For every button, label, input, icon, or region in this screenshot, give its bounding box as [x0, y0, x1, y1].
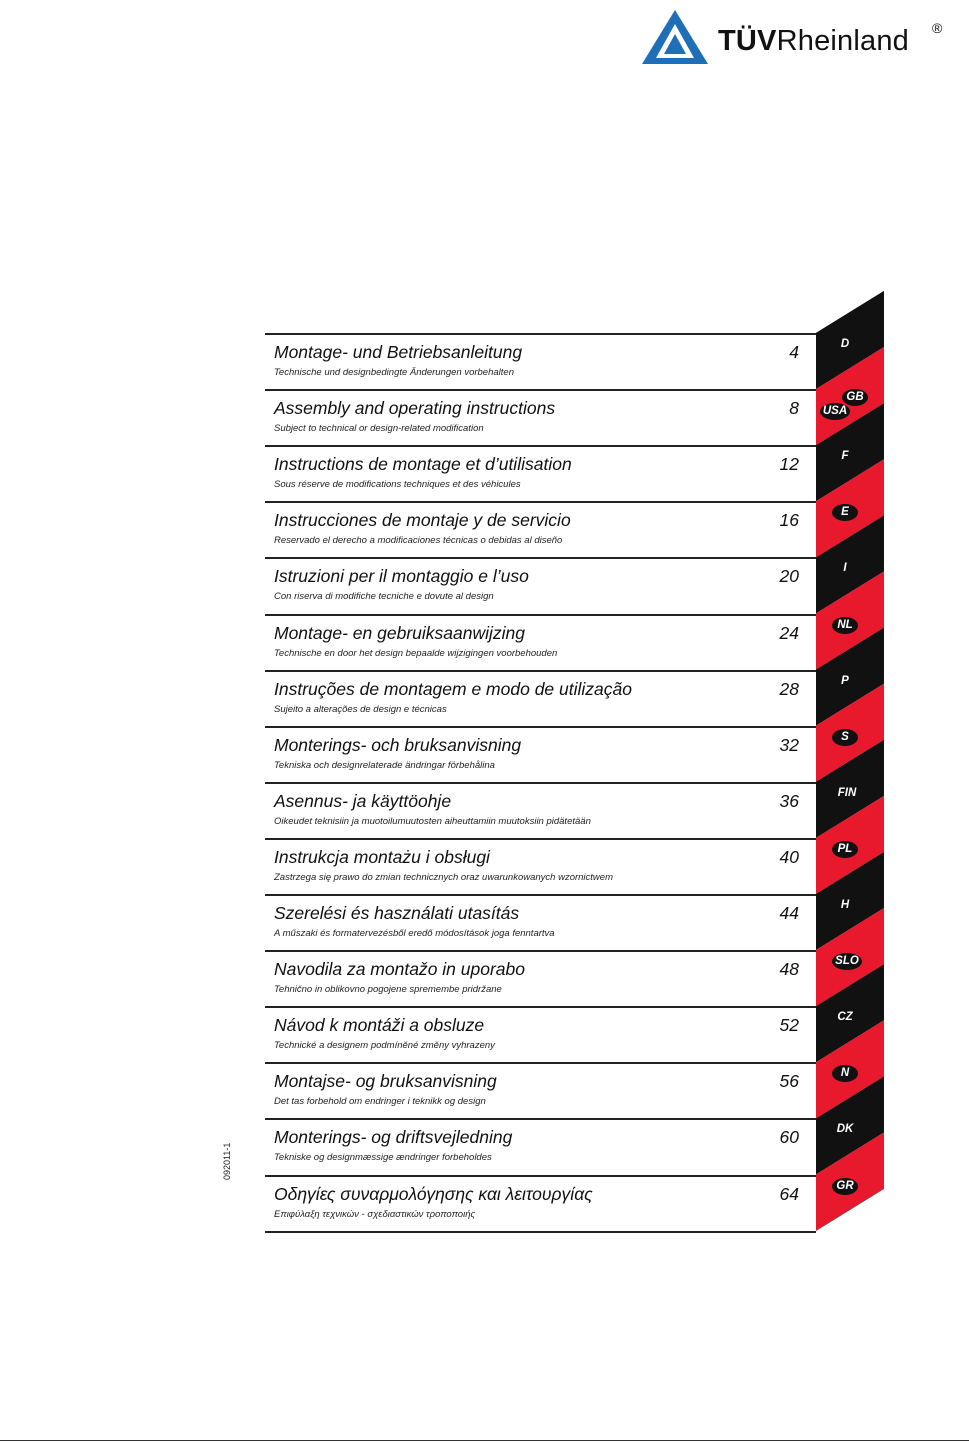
language-badge[interactable]: S: [832, 729, 858, 746]
language-badge[interactable]: CZ: [832, 1009, 858, 1026]
toc-subtitle: Reservado el derecho a modificaciones técnicas o debidas al diseño: [274, 535, 563, 547]
toc-page-number: 20: [779, 566, 799, 587]
toc-row[interactable]: [265, 1006, 816, 1062]
toc-row[interactable]: [265, 782, 816, 838]
toc-subtitle: Con riserva di modifiche tecniche e dovute al design: [274, 591, 494, 603]
toc-title: Instructions de montage et d’utilisation: [274, 454, 572, 475]
toc-subtitle: Tekniske og designmæssige ændringer forbeholdes: [274, 1152, 492, 1164]
language-badge[interactable]: GB: [842, 389, 868, 406]
toc-subtitle: Technische und designbedingte Änderungen vorbehalten: [274, 367, 514, 378]
toc-row[interactable]: [265, 389, 816, 445]
toc-row[interactable]: [265, 1118, 816, 1174]
toc-title: Instruções de montagem e modo de utilização: [274, 678, 632, 699]
toc-subtitle: Επιφύλαξη τεχνικών - σχεδιαστικών τροποποιής: [274, 1208, 476, 1220]
toc-row[interactable]: [265, 445, 816, 501]
toc-page-number: 36: [779, 790, 799, 811]
toc-row[interactable]: [265, 670, 816, 726]
language-badge[interactable]: N: [832, 1065, 858, 1082]
toc-title: Montage- en gebruiksaanwijzing: [274, 622, 525, 643]
toc-title: Instrukcja montażu i obsługi: [274, 846, 490, 867]
toc-row[interactable]: [265, 333, 816, 389]
toc-row[interactable]: [265, 894, 816, 950]
toc-page-number: 44: [779, 903, 799, 923]
logo-registered-mark: ®: [932, 20, 943, 36]
toc-row[interactable]: [265, 557, 816, 613]
language-badge[interactable]: P: [832, 673, 858, 690]
toc-subtitle: Zastrzega się prawo do zmian technicznych oraz uwarunkowanych wzornictwem: [274, 871, 613, 883]
toc-page-number: 52: [779, 1015, 799, 1036]
language-badge[interactable]: NL: [832, 617, 858, 634]
toc-subtitle: Oikeudet teknisiin ja muotoilumuutosten aiheuttamiin muutoksiin pidätetään: [274, 815, 591, 827]
toc-title: Návod k montáži a obsluze: [274, 1015, 485, 1036]
language-badge[interactable]: E: [832, 504, 858, 521]
language-badge[interactable]: FIN: [832, 785, 862, 802]
toc-title: Asennus- ja käyttöohje: [274, 790, 452, 811]
toc-title: Οδηγίες συναρμολόγησης και λειτουργίας: [274, 1183, 593, 1204]
toc-page-number: 64: [779, 1183, 799, 1204]
toc-page-number: 8: [789, 398, 799, 419]
toc-title: Monterings- och bruksanvisning: [274, 734, 522, 755]
language-badge[interactable]: USA: [820, 403, 850, 420]
toc-title: Instrucciones de montaje y de servicio: [274, 510, 571, 531]
toc-subtitle: Det tas forbehold om endringer i teknikk og design: [274, 1096, 486, 1108]
toc-title: Monterings- og driftsvejledning: [274, 1127, 513, 1148]
toc-page-number: 40: [779, 846, 799, 867]
toc-title: Assembly and operating instructions: [274, 398, 556, 419]
toc-subtitle: Subject to technical or design-related modification: [274, 423, 484, 435]
toc-page-number: 4: [789, 342, 799, 362]
logo-wordmark: TÜVRheinland: [718, 25, 910, 57]
language-badge[interactable]: SLO: [832, 953, 862, 970]
toc-bottom-rule: [265, 1231, 816, 1233]
toc-page-number: 48: [779, 959, 799, 980]
toc-title: Montajse- og bruksanvisning: [274, 1071, 497, 1092]
toc-subtitle: Tekniska och designrelaterade ändringar förbehålina: [274, 759, 495, 771]
language-badge[interactable]: GR: [832, 1178, 858, 1195]
toc-subtitle: Sujeito a alterações de design e técnicas: [274, 703, 447, 715]
toc-row[interactable]: [265, 1062, 816, 1118]
toc-row[interactable]: [265, 950, 816, 1006]
toc-page-number: 28: [779, 678, 799, 699]
toc-page-number: 60: [779, 1127, 799, 1148]
toc-subtitle: A műszaki és formatervezésből eredő módosítások joga fenntartva: [274, 928, 555, 939]
footer-rule: [0, 1440, 969, 1441]
toc-page-number: 16: [779, 510, 799, 531]
toc-row[interactable]: [265, 726, 816, 782]
toc-subtitle: Tehnično in oblikovno pogojene spremembe pridržane: [274, 984, 502, 996]
language-badge[interactable]: H: [832, 897, 858, 914]
document-code: 092011-1: [222, 1142, 232, 1180]
language-badge[interactable]: D: [832, 336, 858, 353]
toc-subtitle: Sous réserve de modifications techniques et des véhicules: [274, 479, 521, 491]
toc-title: Navodila za montažo in uporabo: [274, 959, 525, 980]
toc-subtitle: Technische en door het design bepaalde wijzigingen voorbehouden: [274, 647, 558, 659]
language-badge[interactable]: PL: [832, 841, 858, 858]
toc-page-number: 56: [779, 1071, 799, 1092]
toc-title: Montage- und Betriebsanleitung: [274, 342, 523, 362]
toc-page-number: 32: [779, 734, 799, 755]
toc-title: Istruzioni per il montaggio e l’uso: [274, 566, 529, 587]
language-badge[interactable]: DK: [832, 1121, 858, 1138]
toc-row[interactable]: [265, 614, 816, 670]
toc-page-number: 12: [779, 454, 799, 475]
toc-subtitle: Technické a designem podmíněné změny vyhrazeny: [274, 1040, 495, 1052]
toc-page-number: 24: [779, 622, 799, 643]
toc-row[interactable]: [265, 838, 816, 894]
toc-title: Szerelési és használati utasítás: [274, 903, 520, 923]
toc-row[interactable]: [265, 1175, 816, 1231]
language-badge[interactable]: F: [832, 448, 858, 465]
language-badge[interactable]: I: [832, 560, 858, 577]
toc-row[interactable]: [265, 501, 816, 557]
